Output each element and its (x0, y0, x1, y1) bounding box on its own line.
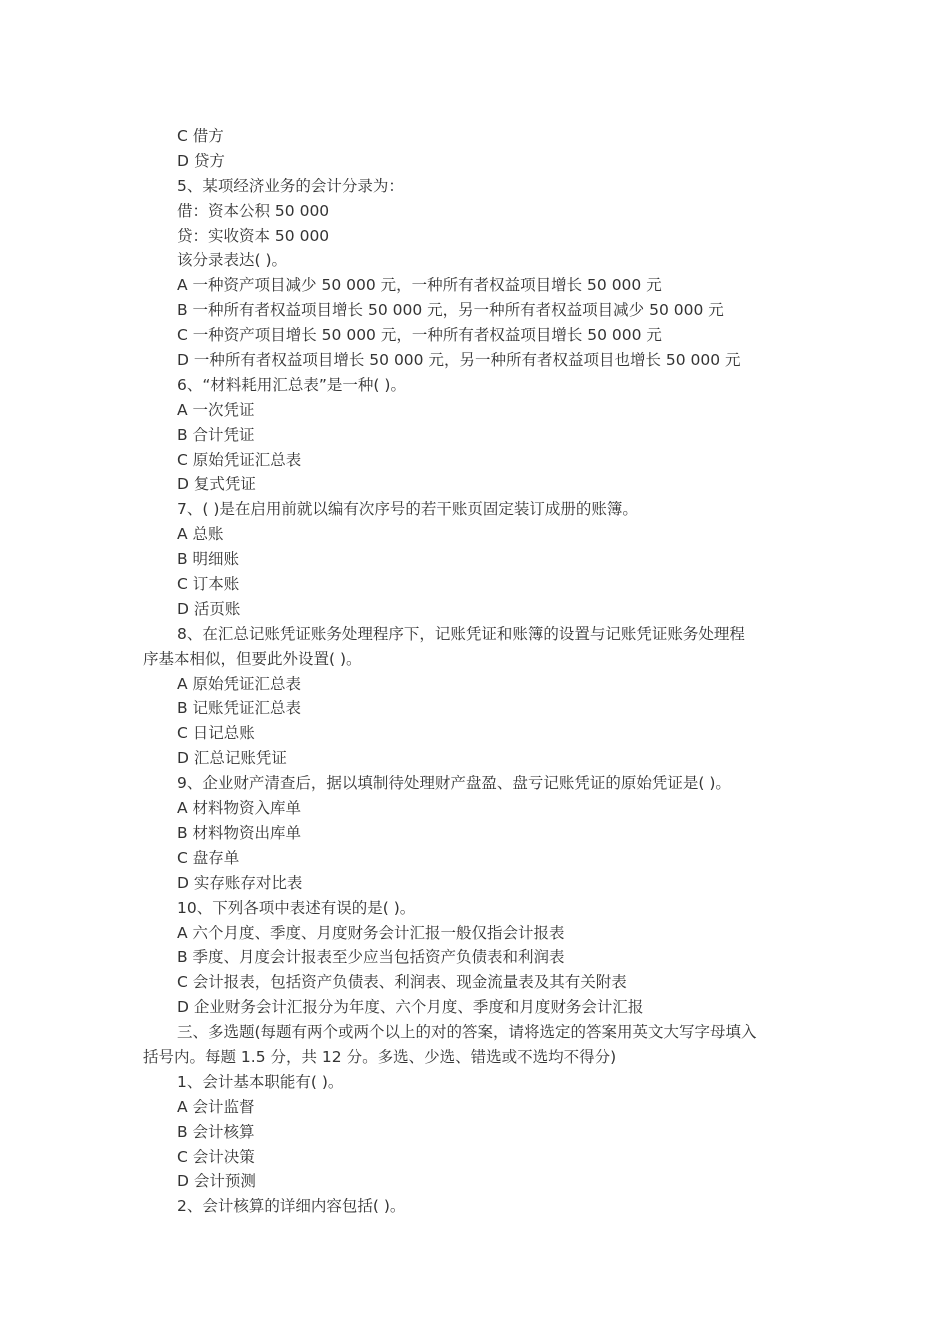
text-line: C 借方 (177, 127, 224, 145)
text-line: C 订本账 (177, 575, 240, 594)
text-line: D 会计预测 (177, 1172, 256, 1191)
text-line: D 复式凭证 (177, 475, 256, 494)
text-line: B 季度、月度会计报表至少应当包括资产负债表和利润表 (177, 948, 565, 967)
text-line: C 原始凭证汇总表 (177, 450, 302, 469)
text-line: C 会计决策 (177, 1147, 255, 1166)
text-line: 借：资本公积 50 000 (177, 201, 330, 220)
text-line: 6、“材料耗用汇总表”是一种( )。 (177, 375, 406, 394)
text-line: D 活页账 (177, 599, 241, 618)
text-line: C 盘存单 (177, 848, 240, 867)
text-line: C 一种资产项目增长 50 000 元，一种所有者权益项目增长 50 000 元 (177, 326, 662, 345)
text-line: B 明细账 (177, 550, 240, 569)
text-line: 三、多选题(每题有两个或两个以上的对的答案，请将选定的答案用英文大写字母填入 (177, 1023, 757, 1042)
text-line: A 原始凭证汇总表 (177, 674, 302, 693)
text-line: A 总账 (177, 525, 224, 544)
text-line: A 会计监督 (177, 1097, 255, 1116)
text-line: 9、企业财产清查后，据以填制待处理财产盘盈、盘亏记账凭证的原始凭证是( )。 (177, 774, 731, 793)
document-page (143, 124, 823, 1219)
text-line: D 一种所有者权益项目增长 50 000 元，另一种所有者权益项目也增长 50 000 元 (177, 351, 741, 370)
text-line: C 会计报表，包括资产负债表、利润表、现金流量表及其有关附表 (177, 973, 627, 992)
text-line: B 一种所有者权益项目增长 50 000 元，另一种所有者权益项目减少 50 000 元 (177, 301, 724, 320)
text-line: B 会计核算 (177, 1122, 255, 1141)
text-line: D 企业财务会计汇报分为年度、六个月度、季度和月度财务会计汇报 (177, 998, 644, 1017)
text-line: A 六个月度、季度、月度财务会计汇报一般仅指会计报表 (177, 923, 565, 942)
text-line: 8、在汇总记账凭证账务处理程序下，记账凭证和账簿的设置与记账凭证账务处理程 (177, 624, 745, 643)
text-line: A 一种资产项目减少 50 000 元，一种所有者权益项目增长 50 000 元 (177, 276, 662, 295)
text-line: A 材料物资入库单 (177, 799, 302, 818)
text-line: 2、会计核算的详细内容包括( )。 (177, 1197, 406, 1216)
text-line: B 记账凭证汇总表 (177, 699, 302, 718)
text-line: D 贷方 (177, 151, 225, 170)
text-line: 7、( )是在启用前就以编有次序号的若干账页固定装订成册的账簿。 (177, 500, 638, 519)
text-line: B 合计凭证 (177, 425, 255, 444)
text-line: 5、某项经济业务的会计分录为： (177, 176, 404, 195)
text-line: 10、下列各项中表述有误的是( )。 (177, 898, 416, 917)
text-line: 序基本相似，但要此外设置( )。 (143, 649, 362, 668)
text-line: 1、会计基本职能有( )。 (177, 1072, 344, 1091)
text-line: C 日记总账 (177, 724, 255, 743)
text-line: 该分录表达( )。 (177, 251, 288, 270)
text-line: B 材料物资出库单 (177, 823, 302, 842)
text-line: A 一次凭证 (177, 400, 255, 419)
text-line: D 实存账存对比表 (177, 873, 303, 892)
text-line: 括号内。每题 1.5 分，共 12 分。多选、少选、错选或不选均不得分) (143, 1047, 617, 1066)
text-line: 贷：实收资本 50 000 (177, 226, 330, 245)
text-line: D 汇总记账凭证 (177, 749, 287, 768)
